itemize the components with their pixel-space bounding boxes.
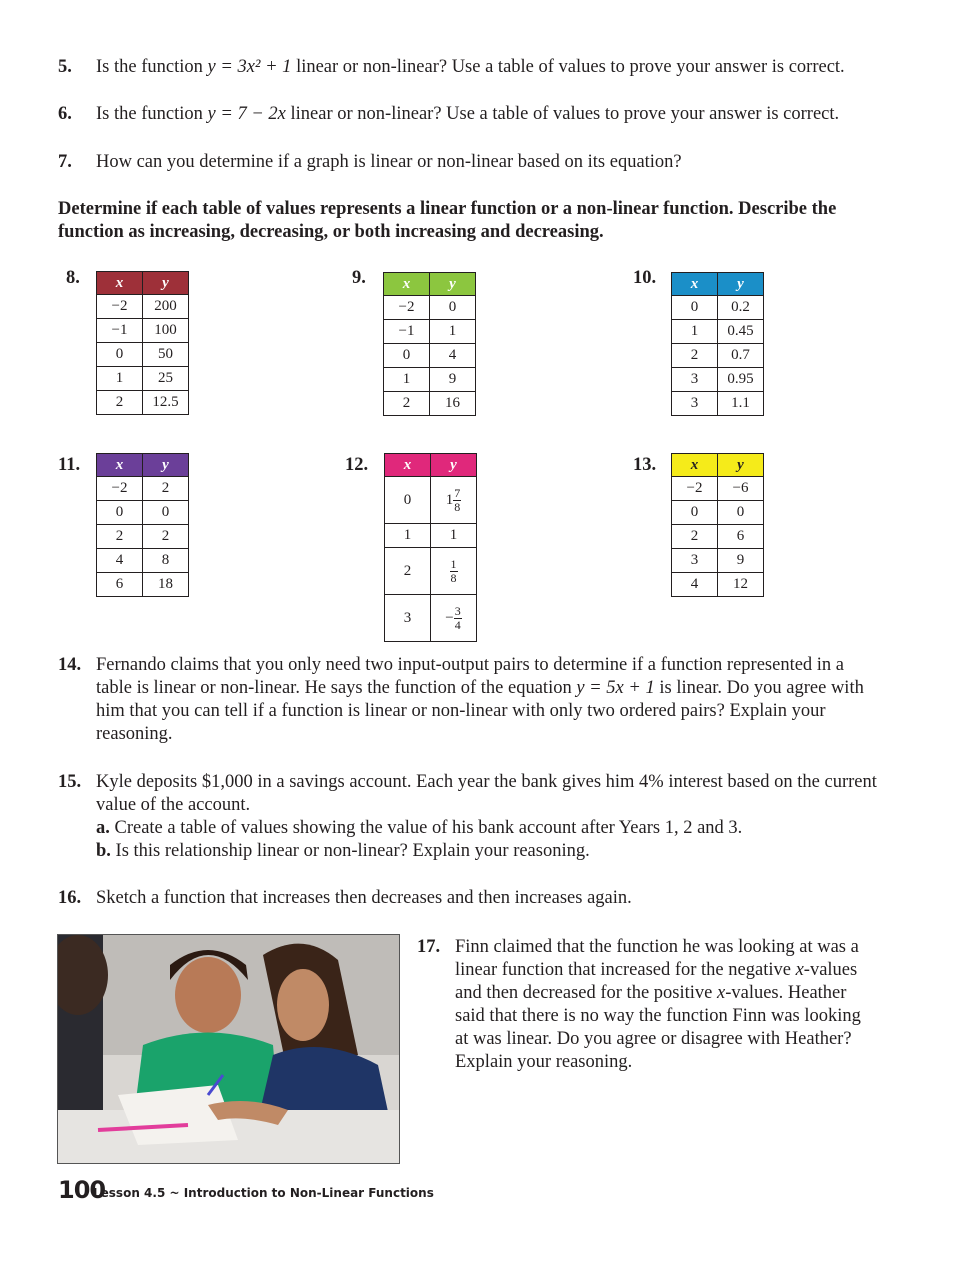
table-row (672, 573, 764, 597)
question-number: 5. (58, 57, 72, 77)
table-row (384, 392, 476, 416)
header-y: y (143, 272, 189, 295)
numerator: 1 (450, 556, 457, 571)
table-13 (671, 453, 764, 597)
table-12-label: 12. (345, 455, 369, 475)
header-y: y (143, 454, 189, 477)
cell-x: 3 (672, 392, 718, 416)
cell-y: 200 (143, 295, 189, 319)
cell-x: 4 (672, 573, 718, 597)
cell-x: −1 (384, 320, 430, 344)
header-x: x (672, 454, 718, 477)
question-number: 17. (417, 937, 441, 957)
question-text: Is the function (96, 104, 208, 124)
table-row (97, 525, 189, 549)
cell-y: 1 (431, 524, 477, 548)
cell-x: 0 (385, 477, 431, 524)
numerator: 7 (454, 485, 461, 500)
cell-x: 0 (672, 501, 718, 525)
cell-y: 0.45 (718, 320, 764, 344)
cell-y: 0.7 (718, 344, 764, 368)
header-y: y (430, 273, 476, 296)
table-row (384, 296, 476, 320)
cell-y (431, 477, 477, 524)
table-row (97, 573, 189, 597)
fraction (453, 487, 461, 514)
cell-x: 2 (97, 391, 143, 415)
cell-x: 2 (672, 344, 718, 368)
table-row (384, 344, 476, 368)
table-row (97, 477, 189, 501)
cell-y (431, 548, 477, 595)
question-text: Finn claimed that the function he was looking at was a linear function that increased for the negative (455, 937, 859, 980)
table-row (97, 391, 189, 415)
cell-x: 2 (385, 548, 431, 595)
cell-x: 1 (385, 524, 431, 548)
table-row (672, 501, 764, 525)
cell-y: 25 (143, 367, 189, 391)
denominator: 8 (450, 570, 457, 585)
denominator: 8 (454, 499, 461, 514)
students-photo (57, 934, 400, 1164)
fraction (450, 558, 458, 585)
cell-x: −2 (672, 477, 718, 501)
table-11 (96, 453, 189, 597)
question-text: is linear. Do you agree with him that you can tell if a function is linear or non-linear with only two ordered pairs? Explain your reasoning. (96, 678, 864, 744)
question-number: 6. (58, 104, 72, 124)
question-text: -values and then decreased for the positive (455, 960, 858, 1003)
cell-y: 2 (143, 477, 189, 501)
cell-x: 1 (97, 367, 143, 391)
part-text: Is this relationship linear or non-linear? Explain your reasoning. (110, 841, 590, 861)
cell-y: 1 (430, 320, 476, 344)
lesson-title: Lesson 4.5 ~ Introduction to Non-Linear Functions (93, 1186, 434, 1200)
cell-x: −2 (384, 296, 430, 320)
cell-x: 3 (672, 368, 718, 392)
table-row (672, 477, 764, 501)
cell-y: 9 (430, 368, 476, 392)
header-y: y (718, 454, 764, 477)
table-row (97, 549, 189, 573)
table-8 (96, 271, 189, 415)
table-row (97, 501, 189, 525)
table-row (672, 296, 764, 320)
cell-x: 2 (672, 525, 718, 549)
question-6 (58, 103, 878, 126)
table-9 (383, 272, 476, 416)
question-text: Kyle deposits $1,000 in a savings account. Each year the bank gives him 4% interest based on the current value of the account. (96, 772, 877, 815)
cell-x: 0 (97, 501, 143, 525)
cell-y: 50 (143, 343, 189, 367)
cell-y: 12 (718, 573, 764, 597)
table-8-label: 8. (66, 268, 80, 288)
cell-y: 0 (430, 296, 476, 320)
table-row (672, 525, 764, 549)
cell-y: 0 (718, 501, 764, 525)
question-17 (417, 936, 867, 1074)
question-15 (58, 771, 878, 863)
part-label: b. (96, 841, 111, 861)
header-y: y (718, 273, 764, 296)
cell-x: 4 (97, 549, 143, 573)
denominator: 4 (454, 617, 461, 632)
photo-illustration (58, 935, 399, 1163)
table-row (672, 392, 764, 416)
question-text: -values. Heather said that there is no way the function Finn was looking at was linear. Do you agree or disagree with Heather? Explain your reasoning. (455, 983, 861, 1072)
question-14 (58, 654, 878, 746)
equation: y = 5x + 1 (576, 678, 655, 698)
question-text: linear or non-linear? Use a table of values to prove your answer is correct. (291, 57, 845, 77)
question-7 (58, 151, 878, 174)
part-b (96, 840, 878, 863)
cell-x: 1 (672, 320, 718, 344)
header-x: x (385, 454, 431, 477)
table-12 (384, 453, 477, 642)
page-number: 100 (58, 1176, 106, 1204)
cell-x: 2 (97, 525, 143, 549)
negative-sign: − (445, 609, 454, 626)
cell-x: 2 (384, 392, 430, 416)
cell-y: 6 (718, 525, 764, 549)
cell-y: 18 (143, 573, 189, 597)
cell-y: 1.1 (718, 392, 764, 416)
table-row (97, 295, 189, 319)
cell-y: 16 (430, 392, 476, 416)
cell-y: 9 (718, 549, 764, 573)
cell-x: 1 (384, 368, 430, 392)
cell-x: −2 (97, 295, 143, 319)
question-text: linear or non-linear? Use a table of values to prove your answer is correct. (285, 104, 840, 124)
question-text: Is the function (96, 57, 208, 77)
part-a (96, 817, 878, 840)
mixed-whole: 1 (445, 491, 454, 508)
header-x: x (97, 454, 143, 477)
question-16 (58, 887, 878, 910)
cell-y: 4 (430, 344, 476, 368)
cell-y: 100 (143, 319, 189, 343)
header-x: x (672, 273, 718, 296)
table-row (672, 320, 764, 344)
question-text: Sketch a function that increases then decreases and then increases again. (96, 888, 632, 908)
table-10 (671, 272, 764, 416)
table-row (384, 368, 476, 392)
numerator: 3 (454, 603, 461, 618)
question-number: 14. (58, 655, 82, 675)
question-number: 16. (58, 888, 82, 908)
cell-y: 2 (143, 525, 189, 549)
question-text: Fernando claims that you only need two input-output pairs to determine if a function represented in a table is linear or non-linear. He says the function of the equation (96, 655, 845, 698)
table-row (97, 319, 189, 343)
cell-y: 8 (143, 549, 189, 573)
cell-y: 12.5 (143, 391, 189, 415)
table-row (384, 320, 476, 344)
table-row (672, 344, 764, 368)
header-y: y (431, 454, 477, 477)
cell-x: −1 (97, 319, 143, 343)
instructions: Determine if each table of values represents a linear function or a non-linear function. Describe the function as increasing, decreasing, or both increasing and decreasing. (58, 199, 837, 242)
equation: y = 3x² + 1 (207, 57, 292, 77)
cell-y: 0.2 (718, 296, 764, 320)
table-row (672, 549, 764, 573)
question-number: 15. (58, 772, 82, 792)
table-row (97, 367, 189, 391)
header-x: x (97, 272, 143, 295)
cell-x: 3 (385, 595, 431, 642)
question-text: How can you determine if a graph is linear or non-linear based on its equation? (96, 152, 682, 172)
variable-x: x (795, 960, 804, 980)
cell-y: 0.95 (718, 368, 764, 392)
cell-x: 3 (672, 549, 718, 573)
table-9-label: 9. (352, 268, 366, 288)
cell-x: 0 (97, 343, 143, 367)
table-row (97, 343, 189, 367)
table-13-label: 13. (633, 455, 657, 475)
cell-y (431, 595, 477, 642)
part-text: Create a table of values showing the value of his bank account after Years 1, 2 and 3. (109, 818, 743, 838)
cell-y: 0 (143, 501, 189, 525)
table-11-label: 11. (58, 455, 81, 475)
cell-y: −6 (718, 477, 764, 501)
cell-x: 6 (97, 573, 143, 597)
fraction (454, 605, 462, 632)
equation: y = 7 − 2x (207, 104, 286, 124)
header-x: x (384, 273, 430, 296)
cell-x: 0 (672, 296, 718, 320)
question-number: 7. (58, 152, 72, 172)
table-row (672, 368, 764, 392)
cell-x: −2 (97, 477, 143, 501)
variable-x: x (716, 983, 726, 1003)
table-10-label: 10. (633, 268, 657, 288)
cell-x: 0 (384, 344, 430, 368)
question-5 (58, 56, 878, 79)
part-label: a. (96, 818, 110, 838)
